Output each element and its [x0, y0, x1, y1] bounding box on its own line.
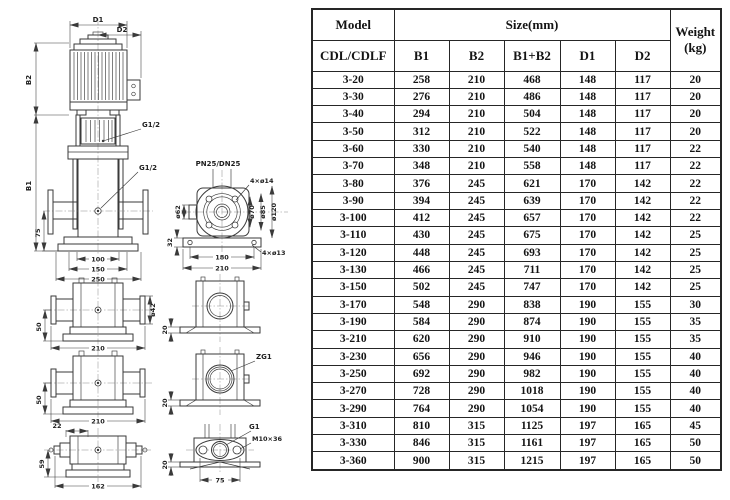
table-cell: 3-60 — [312, 140, 394, 157]
table-cell: 170 — [560, 261, 615, 278]
table-cell: 155 — [615, 313, 670, 330]
table-cell: 764 — [394, 400, 449, 417]
table-cell: 197 — [560, 452, 615, 470]
table-cell: 25 — [670, 261, 721, 278]
motor-fins — [74, 52, 123, 100]
table-row — [312, 348, 721, 365]
table-cell: 148 — [560, 140, 615, 157]
table-cell: 290 — [449, 313, 504, 330]
table-cell: 245 — [449, 261, 504, 278]
table-cell: 711 — [504, 261, 560, 278]
table-cell: 170 — [560, 227, 615, 244]
dim-label-100: 100 — [91, 255, 105, 264]
table-cell: 117 — [615, 71, 670, 88]
table-cell: 548 — [394, 296, 449, 313]
table-cell: 3-90 — [312, 192, 394, 209]
dim-label-32: 32 — [166, 237, 174, 248]
table-cell: 294 — [394, 106, 449, 123]
table-cell: 50 — [670, 435, 721, 452]
flange-rating-label: PN25/DN25 — [195, 160, 241, 168]
table-cell: 910 — [504, 331, 560, 348]
dim-label-dia120: ø120 — [270, 202, 278, 222]
base-bolt-hole — [188, 240, 192, 244]
table-cell: 502 — [394, 279, 449, 296]
elevation-view — [25, 16, 160, 285]
table-cell: 155 — [615, 383, 670, 400]
dim-label-210-2: 210 — [91, 417, 105, 426]
table-cell: 22 — [670, 210, 721, 227]
table-row — [312, 435, 721, 452]
header-col-b1: B1 — [394, 40, 449, 71]
table-cell: 25 — [670, 279, 721, 296]
table-row — [312, 123, 721, 140]
base-holes-label: 4×ø13 — [262, 249, 286, 257]
table-cell: 3-80 — [312, 175, 394, 192]
table-cell: 3-250 — [312, 365, 394, 382]
table-cell: 3-40 — [312, 106, 394, 123]
table-cell: 620 — [394, 331, 449, 348]
table-cell: 40 — [670, 383, 721, 400]
table-cell: 117 — [615, 158, 670, 175]
table-cell: 190 — [560, 383, 615, 400]
flange-top-view — [166, 160, 288, 272]
dim-label-dia62: ø62 — [174, 205, 182, 219]
header-weight-line1: Weight — [675, 24, 716, 39]
table-cell: 142 — [615, 279, 670, 296]
dimensions-table-body — [312, 71, 721, 470]
table-cell: 210 — [449, 140, 504, 157]
table-row — [312, 417, 721, 434]
table-cell: 20 — [670, 123, 721, 140]
table-cell: 657 — [504, 210, 560, 227]
table-cell: 522 — [504, 123, 560, 140]
detail-view-3-side — [161, 423, 282, 484]
table-cell: 412 — [394, 210, 449, 227]
table-row — [312, 71, 721, 88]
table-cell: 117 — [615, 123, 670, 140]
table-cell: 210 — [449, 88, 504, 105]
header-weight — [670, 9, 721, 71]
bolt-hole — [232, 222, 238, 228]
dim-label-210-1: 210 — [91, 344, 105, 353]
table-row — [312, 106, 721, 123]
table-cell: 22 — [670, 192, 721, 209]
table-cell: 155 — [615, 365, 670, 382]
dim-label-d1: D1 — [92, 16, 104, 24]
table-cell: 148 — [560, 158, 615, 175]
table-cell: 148 — [560, 71, 615, 88]
table-cell: 656 — [394, 348, 449, 365]
table-cell: 142 — [615, 175, 670, 192]
suction-flange — [48, 190, 53, 234]
table-row — [312, 331, 721, 348]
terminal-box — [127, 80, 140, 100]
table-cell: 20 — [670, 88, 721, 105]
dim-label-dia85: ø85 — [259, 205, 267, 219]
table-cell: 692 — [394, 365, 449, 382]
table-cell: 245 — [449, 192, 504, 209]
table-cell: 3-130 — [312, 261, 394, 278]
table-cell: 900 — [394, 452, 449, 470]
table-cell: 466 — [394, 261, 449, 278]
table-cell: 190 — [560, 313, 615, 330]
table-row — [312, 227, 721, 244]
table-cell: 155 — [615, 331, 670, 348]
table-cell: 35 — [670, 331, 721, 348]
table-cell: 448 — [394, 244, 449, 261]
table-cell: 210 — [449, 158, 504, 175]
table-cell: 25 — [670, 244, 721, 261]
table-cell: 3-270 — [312, 383, 394, 400]
table-cell: 50 — [670, 452, 721, 470]
table-cell: 3-190 — [312, 313, 394, 330]
header-weight-line2: (kg) — [684, 40, 707, 56]
table-row — [312, 244, 721, 261]
table-cell: 40 — [670, 400, 721, 417]
table-cell: 155 — [615, 400, 670, 417]
port-label-g12-top: G1/2 — [142, 121, 161, 129]
dim-label-250: 250 — [91, 275, 105, 284]
table-cell: 22 — [670, 140, 721, 157]
table-cell: 210 — [449, 106, 504, 123]
bolt-holes-label: 4×ø14 — [250, 177, 274, 185]
table-cell: 3-150 — [312, 279, 394, 296]
bolt-label-m10: M10×36 — [252, 435, 283, 443]
table-cell: 747 — [504, 279, 560, 296]
dim-label-b1: B1 — [25, 180, 33, 192]
header-model-series: CDL/CDLF — [312, 40, 394, 71]
table-cell: 190 — [560, 331, 615, 348]
table-cell: 874 — [504, 313, 560, 330]
table-cell: 197 — [560, 417, 615, 434]
table-cell: 1054 — [504, 400, 560, 417]
table-cell: 210 — [449, 71, 504, 88]
table-row — [312, 400, 721, 417]
table-cell: 155 — [615, 296, 670, 313]
table-cell: 165 — [615, 452, 670, 470]
table-cell: 276 — [394, 88, 449, 105]
detail-view-2-front — [35, 349, 152, 425]
table-cell: 1215 — [504, 452, 560, 470]
dimensions-table — [311, 8, 722, 471]
detail-view-1-front — [35, 276, 157, 352]
table-cell: 290 — [449, 400, 504, 417]
dim-label-dia70: ø70 — [248, 205, 256, 219]
table-cell: 197 — [560, 435, 615, 452]
table-cell: 330 — [394, 140, 449, 157]
table-cell: 376 — [394, 175, 449, 192]
table-row — [312, 158, 721, 175]
dim-label-210-top: 210 — [215, 264, 229, 273]
dim-label-150: 150 — [91, 265, 105, 274]
table-cell: 3-230 — [312, 348, 394, 365]
table-cell: 165 — [615, 417, 670, 434]
dim-label-180: 180 — [215, 253, 229, 262]
table-cell: 190 — [560, 400, 615, 417]
table-cell: 117 — [615, 88, 670, 105]
table-cell: 155 — [615, 348, 670, 365]
pump-technical-drawing — [0, 0, 310, 500]
table-cell: 3-50 — [312, 123, 394, 140]
table-cell: 315 — [449, 417, 504, 434]
dim-label-59: 59 — [38, 459, 46, 469]
table-cell: 693 — [504, 244, 560, 261]
table-row — [312, 452, 721, 470]
table-cell: 117 — [615, 140, 670, 157]
table-row — [312, 261, 721, 278]
table-cell: 3-290 — [312, 400, 394, 417]
table-row — [312, 383, 721, 400]
table-cell: 3-120 — [312, 244, 394, 261]
table-cell: 290 — [449, 296, 504, 313]
table-cell: 728 — [394, 383, 449, 400]
table-cell: 142 — [615, 227, 670, 244]
table-cell: 3-170 — [312, 296, 394, 313]
table-cell: 504 — [504, 106, 560, 123]
table-cell: 3-20 — [312, 71, 394, 88]
dim-label-75-flange: 75 — [215, 476, 225, 485]
table-cell: 117 — [615, 106, 670, 123]
dim-label-20-3: 20 — [161, 460, 169, 470]
table-cell: 25 — [670, 227, 721, 244]
table-cell: 558 — [504, 158, 560, 175]
table-cell: 22 — [670, 158, 721, 175]
flange-bolt-hole — [233, 446, 241, 454]
table-cell: 148 — [560, 106, 615, 123]
table-cell: 40 — [670, 348, 721, 365]
table-cell: 584 — [394, 313, 449, 330]
dim-label-162: 162 — [91, 482, 105, 491]
detail-view-2-side — [161, 347, 272, 415]
table-cell: 165 — [615, 435, 670, 452]
table-cell: 394 — [394, 192, 449, 209]
table-cell: 1018 — [504, 383, 560, 400]
table-row — [312, 279, 721, 296]
table-cell: 190 — [560, 348, 615, 365]
table-cell: 142 — [615, 261, 670, 278]
header-model: Model — [312, 9, 394, 40]
table-cell: 838 — [504, 296, 560, 313]
table-cell: 170 — [560, 244, 615, 261]
table-cell: 245 — [449, 210, 504, 227]
table-cell: 675 — [504, 227, 560, 244]
table-cell: 245 — [449, 175, 504, 192]
table-row — [312, 210, 721, 227]
table-cell: 190 — [560, 296, 615, 313]
dim-label-b2: B2 — [25, 74, 33, 86]
dim-label-d2: D2 — [116, 26, 128, 34]
table-cell: 142 — [615, 244, 670, 261]
table-row — [312, 313, 721, 330]
table-cell: 982 — [504, 365, 560, 382]
table-row — [312, 88, 721, 105]
table-cell: 290 — [449, 383, 504, 400]
port-label-g12-mid: G1/2 — [139, 164, 158, 172]
table-cell: 810 — [394, 417, 449, 434]
table-cell: 3-100 — [312, 210, 394, 227]
table-cell: 3-30 — [312, 88, 394, 105]
header-col-b2: B2 — [449, 40, 504, 71]
table-cell: 258 — [394, 71, 449, 88]
table-cell: 430 — [394, 227, 449, 244]
table-cell: 148 — [560, 123, 615, 140]
table-cell: 35 — [670, 313, 721, 330]
table-cell: 846 — [394, 435, 449, 452]
table-cell: 210 — [449, 123, 504, 140]
table-cell: 245 — [449, 227, 504, 244]
dim-label-20-1: 20 — [161, 325, 169, 335]
table-cell: 290 — [449, 365, 504, 382]
table-cell: 946 — [504, 348, 560, 365]
table-cell: 3-310 — [312, 417, 394, 434]
table-cell: 468 — [504, 71, 560, 88]
table-cell: 30 — [670, 296, 721, 313]
table-row — [312, 296, 721, 313]
table-cell: 639 — [504, 192, 560, 209]
table-cell: 3-210 — [312, 331, 394, 348]
bolt-hole — [206, 196, 212, 202]
table-cell: 540 — [504, 140, 560, 157]
port-label-g1: G1 — [249, 423, 260, 431]
base-bolt-hole — [252, 240, 256, 244]
dim-label-20-2: 20 — [161, 398, 169, 408]
flange-bolt-hole — [199, 446, 207, 454]
table-cell: 486 — [504, 88, 560, 105]
table-cell: 3-360 — [312, 452, 394, 470]
table-cell: 170 — [560, 210, 615, 227]
dim-label-dia42: ø42 — [149, 303, 157, 317]
header-col-d1: D1 — [560, 40, 615, 71]
dim-label-22: 22 — [52, 422, 62, 430]
table-cell: 20 — [670, 71, 721, 88]
table-row — [312, 175, 721, 192]
table-cell: 170 — [560, 279, 615, 296]
table-cell: 1161 — [504, 435, 560, 452]
header-size: Size(mm) — [394, 9, 670, 40]
header-col-b1b2: B1+B2 — [504, 40, 560, 71]
table-cell: 3-70 — [312, 158, 394, 175]
table-row — [312, 365, 721, 382]
table-cell: 3-110 — [312, 227, 394, 244]
detail-view-3-front — [38, 422, 152, 490]
table-cell: 290 — [449, 348, 504, 365]
table-cell: 621 — [504, 175, 560, 192]
table-row — [312, 192, 721, 209]
table-cell: 190 — [560, 365, 615, 382]
table-cell: 312 — [394, 123, 449, 140]
table-cell: 22 — [670, 175, 721, 192]
dim-label-75: 75 — [34, 228, 42, 238]
dim-label-50-1: 50 — [35, 322, 43, 332]
table-cell: 315 — [449, 435, 504, 452]
table-cell: 3-330 — [312, 435, 394, 452]
table-cell: 245 — [449, 244, 504, 261]
bolt-hole — [206, 222, 212, 228]
table-cell: 245 — [449, 279, 504, 296]
table-cell: 142 — [615, 192, 670, 209]
table-cell: 348 — [394, 158, 449, 175]
discharge-flange — [143, 190, 148, 234]
table-cell: 142 — [615, 210, 670, 227]
table-cell: 315 — [449, 452, 504, 470]
table-cell: 20 — [670, 106, 721, 123]
table-cell: 170 — [560, 192, 615, 209]
table-row — [312, 140, 721, 157]
table-cell: 170 — [560, 175, 615, 192]
table-cell: 40 — [670, 365, 721, 382]
table-cell: 148 — [560, 88, 615, 105]
header-col-d2: D2 — [615, 40, 670, 71]
port-label-zg1: ZG1 — [256, 353, 272, 361]
table-cell: 290 — [449, 331, 504, 348]
table-cell: 45 — [670, 417, 721, 434]
table-cell: 1125 — [504, 417, 560, 434]
dim-label-50-2: 50 — [35, 395, 43, 405]
detail-view-1-side — [161, 274, 260, 342]
